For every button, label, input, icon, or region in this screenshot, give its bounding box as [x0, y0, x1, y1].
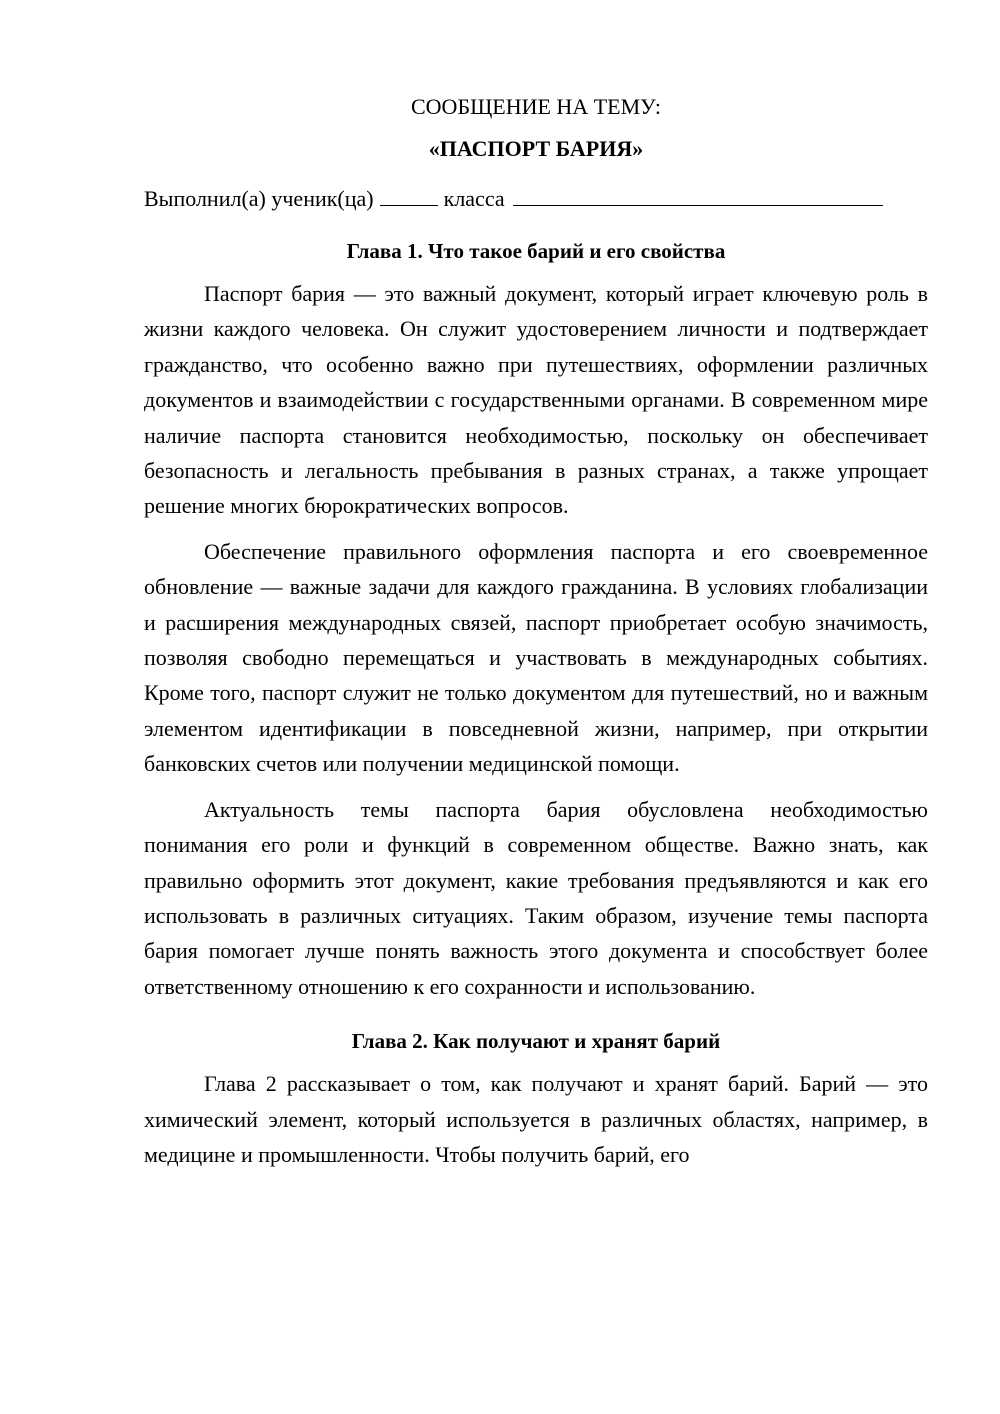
report-header: СООБЩЕНИЕ НА ТЕМУ:: [411, 94, 661, 119]
report-subject: «ПАСПОРТ БАРИЯ»: [428, 136, 644, 161]
author-line: [144, 184, 928, 214]
student-name-blank: [513, 185, 883, 206]
chapter-1-title: Глава 1. Что такое барий и его свойства: [346, 239, 726, 263]
performed-by-label: Выполнил(а) ученик(ца): [144, 186, 374, 211]
chapter-1-paragraph-2: Обеспечение правильного оформления паспорта и его своевременное обновление — важные задачи для каждого гражданина. В условиях глобализации и расширения международных связей, паспорт приобретает особую значимость, позволяя свободно перемещаться и участвовать в международных событиях. Кроме того, паспорт служит не только документом для путешествий, но и важным элементом идентификации в повседневной жизни, например, при открытии банковских счетов или получении медицинской помощи.: [144, 538, 928, 777]
document-body: [144, 92, 928, 1182]
chapter-1-paragraph-1: Паспорт бария — это важный документ, который играет ключевую роль в жизни каждого человека. Он служит удостоверением личности и подтверждает гражданство, что особенно важно при путешествиях, оформлении различных документов и взаимодействии с государственными органами. В современном мире наличие паспорта становится необходимостью, поскольку он обеспечивает безопасность и легальность пребывания в разных странах, а также упрощает решение многих бюрократических вопросов.: [144, 281, 928, 519]
chapter-1-paragraph-3: Актуальность темы паспорта бария обусловлена необходимостью понимания его роли и функций в современном обществе. Важно знать, как правильно оформить этот документ, какие требования предъявляются и как его использовать в различных ситуациях. Таким образом, изучение темы паспорта бария помогает лучше понять важность этого документа и способствует более ответственному отношению к его сохранности и использованию.: [144, 796, 928, 999]
chapter-2-title: Глава 2. Как получают и хранят барий: [351, 1029, 721, 1054]
class-number-blank: [380, 185, 438, 206]
chapter-2-paragraph-1: Глава 2 рассказывает о том, как получают и хранят барий. Барий — это химический элемент, который используется в различных областях, например, в медицине и промышленности. Чтобы получить барий, его: [144, 1071, 928, 1167]
class-label: класса: [443, 186, 505, 211]
